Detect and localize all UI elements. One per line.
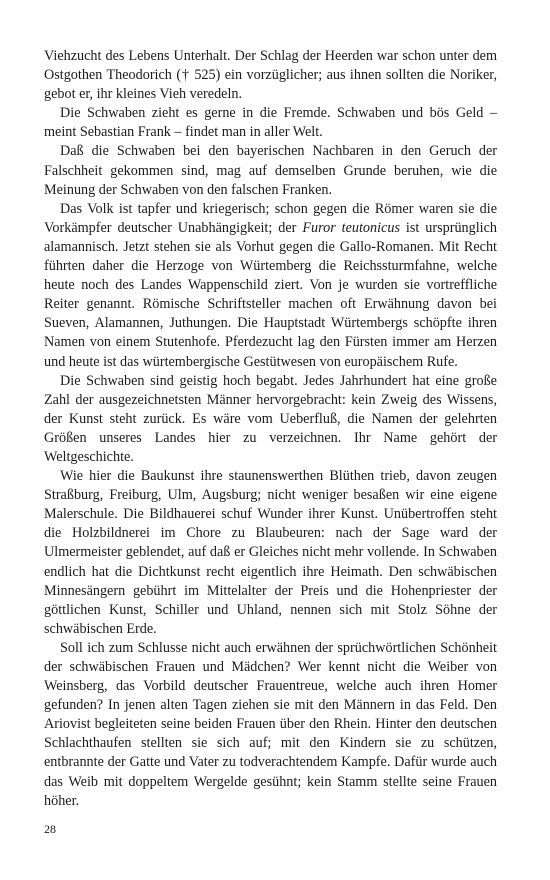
paragraph-7: Soll ich zum Schlusse nicht auch erwähnen der sprüchwörtlichen Schönheit der schwäbischen Frauen und Mädchen? Wer kennt nicht die Weiber von Weinsberg, das Vorbild deutscher Frauentreue, welche auch ihren Homer gefunden? In jenen alten Tagen ziehen sie mit den Männern in das Feld. Den Ariovist begleiteten seine beiden Frauen über den Rhein. Hinter den deutschen Schlachthaufen stellten sie sich auf; mit den Kindern sie zu schützen, entbrannte der Gatte und Vater zu todverachtendem Kampfe. Dafür wurde auch das Weib mit doppeltem Wergelde gesühnt; kein Stamm stellte seine Frauen höher. (44, 639, 497, 809)
paragraph-5: Die Schwaben sind geistig hoch begabt. Jedes Jahrhundert hat eine große Zahl der ausgezeichnetsten Männer hervorgebracht: kein Zweig des Wissens, der Kunst steht zurück. Es wäre vom Ueberfluß, die Namen der gelehrten Größen unseres Landes hier zu verzeichnen. Ihr Name gehört der Weltgeschichte. (44, 372, 497, 465)
paragraph-2: Die Schwaben zieht es gerne in die Fremde. Schwaben und bös Geld – meint Sebastian Frank – findet man in aller Welt. (44, 105, 497, 141)
paragraph-6: Wie hier die Baukunst ihre staunenswerthen Blüthen trieb, davon zeugen Straßburg, Freiburg, Ulm, Augsburg; nicht weniger besaßen wir eine eigene Malerschule. Die Bildhauerei schuf Wunder ihrer Kunst. Unübertroffen steht die Holzbildnerei im Chore zu Blaubeuren: nach der Sage ward der Ulmermeister geblendet, auf daß er Gleiches nicht mehr vollende. In Schwaben endlich hat die Dichtkunst recht eigentlich ihre Heimath. Den schwäbischen Minnesängern gebührt im Mittelalter der Preis und die Hohenpriester der göttlichen Kunst, Schiller und Uhland, nennen sich mit Stolz Söhne der schwäbischen Erde. (44, 468, 497, 637)
page-number: 28 (44, 822, 56, 836)
paragraph-4 (44, 200, 497, 372)
paragraph-4-text-before: Das Volk ist tapfer und kriegerisch; schon gegen die Römer waren sie die Vorkämpfer deutscher Unabhängigkeit; der (44, 200, 497, 236)
paragraph-4-emphasis: Furor teutonicus (302, 219, 400, 236)
paragraph-4-text-after: ist ursprünglich alamannisch. Jetzt stehen sie als Vorhut gegen die Gallo-Romanen. Mit Recht führten daher die Herzoge von Würtemberg die Reichssturmfahne, welche heute noch des Landes Wappenschild ziert. Von je wurden sie vortreffliche Reiter genannt. Römische Schriftsteller machen oft Erwähnung davon bei Sueven, Alamannen, Juthungen. Die Hauptstadt Würtembergs schöpfte ihren Namen von einem Stutenhofe. Pferdezucht lag den Fürsten immer am Herzen und heute ist das würtembergische Gestütwesen von europäischem Rufe. (44, 219, 497, 370)
paragraph-1: Viehzucht des Lebens Unterhalt. Der Schlag der Heerden war schon unter dem Ostgothen Theodorich († 525) ein vorzüglicher; aus ihnen sollten die Noriker, gebot er, ihr kleines Vieh veredeln. (44, 48, 497, 103)
page-body (44, 47, 497, 811)
paragraph-3: Daß die Schwaben bei den bayerischen Nachbaren in den Geruch der Falschheit gekommen sind, mag auf demselben Grunde beruhen, wie die Meinung der Schwaben von den falschen Franken. (44, 143, 497, 198)
